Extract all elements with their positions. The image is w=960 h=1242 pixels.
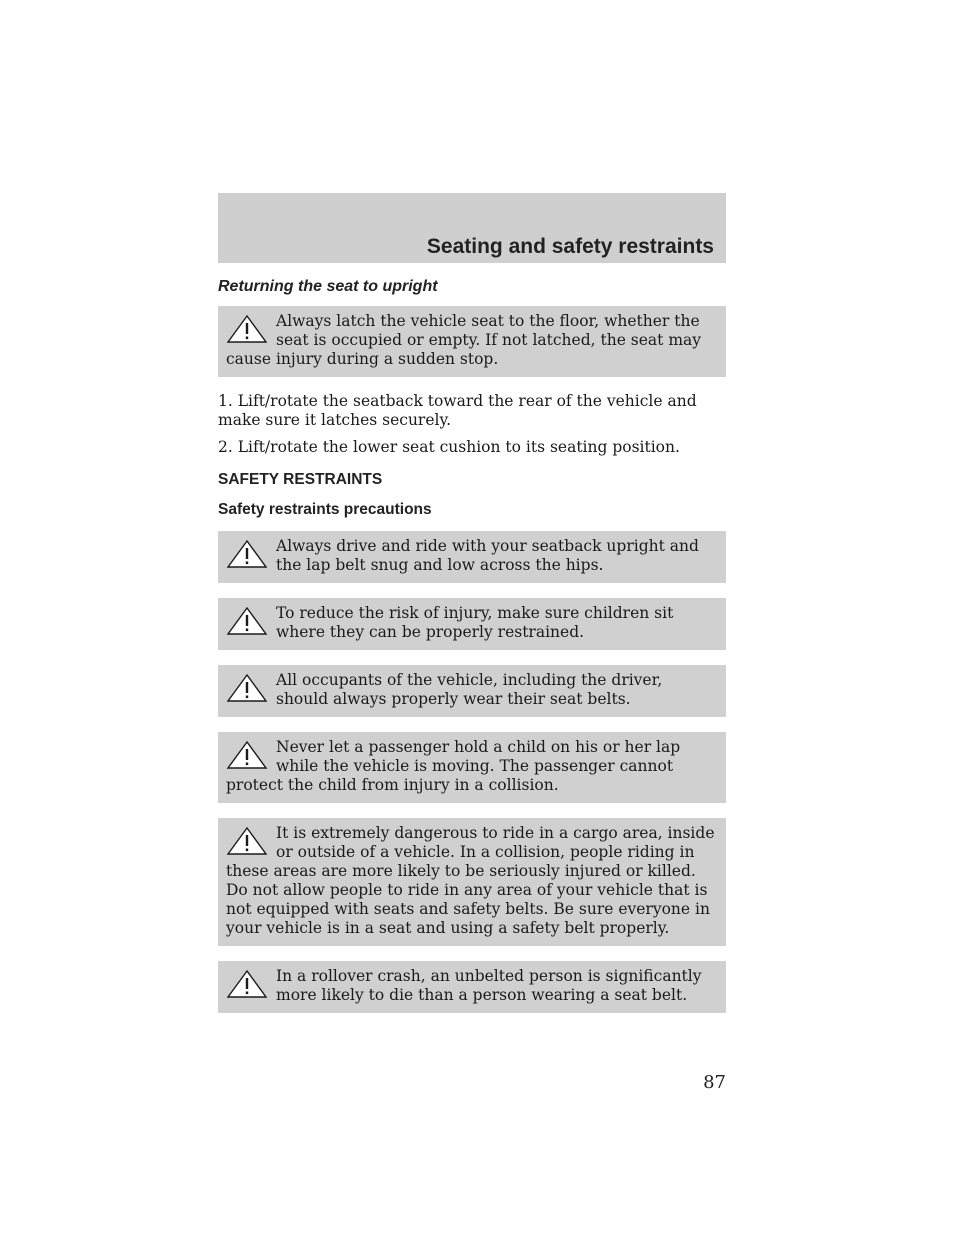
- warning-text: Always latch the vehicle seat to the floor, whether the seat is occupied or empty. If not latched, the seat may cause injury during a sudden stop.: [226, 312, 702, 368]
- page-title: Seating and safety restraints: [426, 235, 714, 258]
- warning-triangle-icon: [226, 606, 268, 636]
- warning-text: It is extremely dangerous to ride in a cargo area, inside or outside of a vehicle. In a collision, people riding in these areas are more likely to be seriously injured or killed. Do not allow people to ride in any area of your vehicle that is not equipped with seats and safety belts. Be sure everyone in your vehicle is in a seat and using a safety belt properly.: [226, 824, 715, 937]
- step-2: 2. Lift/rotate the lower seat cushion to its seating position.: [218, 438, 680, 456]
- warning-triangle-icon: [226, 969, 268, 999]
- subheading-precautions: Safety restraints precautions: [218, 501, 432, 518]
- warning-box: [218, 818, 726, 946]
- page-content: [218, 278, 726, 1028]
- warning-text: In a rollover crash, an unbelted person is significantly more likely to die than a person wearing a seat belt.: [276, 967, 702, 1004]
- warning-triangle-icon: [226, 539, 268, 569]
- warning-text: Always drive and ride with your seatback upright and the lap belt snug and low across the hips.: [276, 537, 699, 574]
- warning-triangle-icon: [226, 314, 268, 344]
- warning-triangle-icon: [226, 826, 268, 856]
- header-band: [218, 193, 726, 263]
- warning-box: [218, 665, 726, 717]
- warning-box: [218, 306, 726, 377]
- warning-triangle-icon: [226, 740, 268, 770]
- warning-triangle-icon: [226, 673, 268, 703]
- page-number: 87: [703, 1072, 726, 1093]
- step-1: 1. Lift/rotate the seatback toward the rear of the vehicle and make sure it latches securely.: [218, 392, 697, 429]
- warning-box: [218, 598, 726, 650]
- warning-box: [218, 732, 726, 803]
- warning-box: [218, 961, 726, 1013]
- section-heading-returning-seat: Returning the seat to upright: [218, 278, 438, 295]
- section-heading-safety-restraints: SAFETY RESTRAINTS: [218, 471, 383, 488]
- warning-text: Never let a passenger hold a child on his or her lap while the vehicle is moving. The passenger cannot protect the child from injury in a collision.: [226, 738, 681, 794]
- warning-box: [218, 531, 726, 583]
- warning-text: To reduce the risk of injury, make sure children sit where they can be properly restrained.: [276, 604, 674, 641]
- warning-text: All occupants of the vehicle, including the driver, should always properly wear their seat belts.: [276, 671, 663, 708]
